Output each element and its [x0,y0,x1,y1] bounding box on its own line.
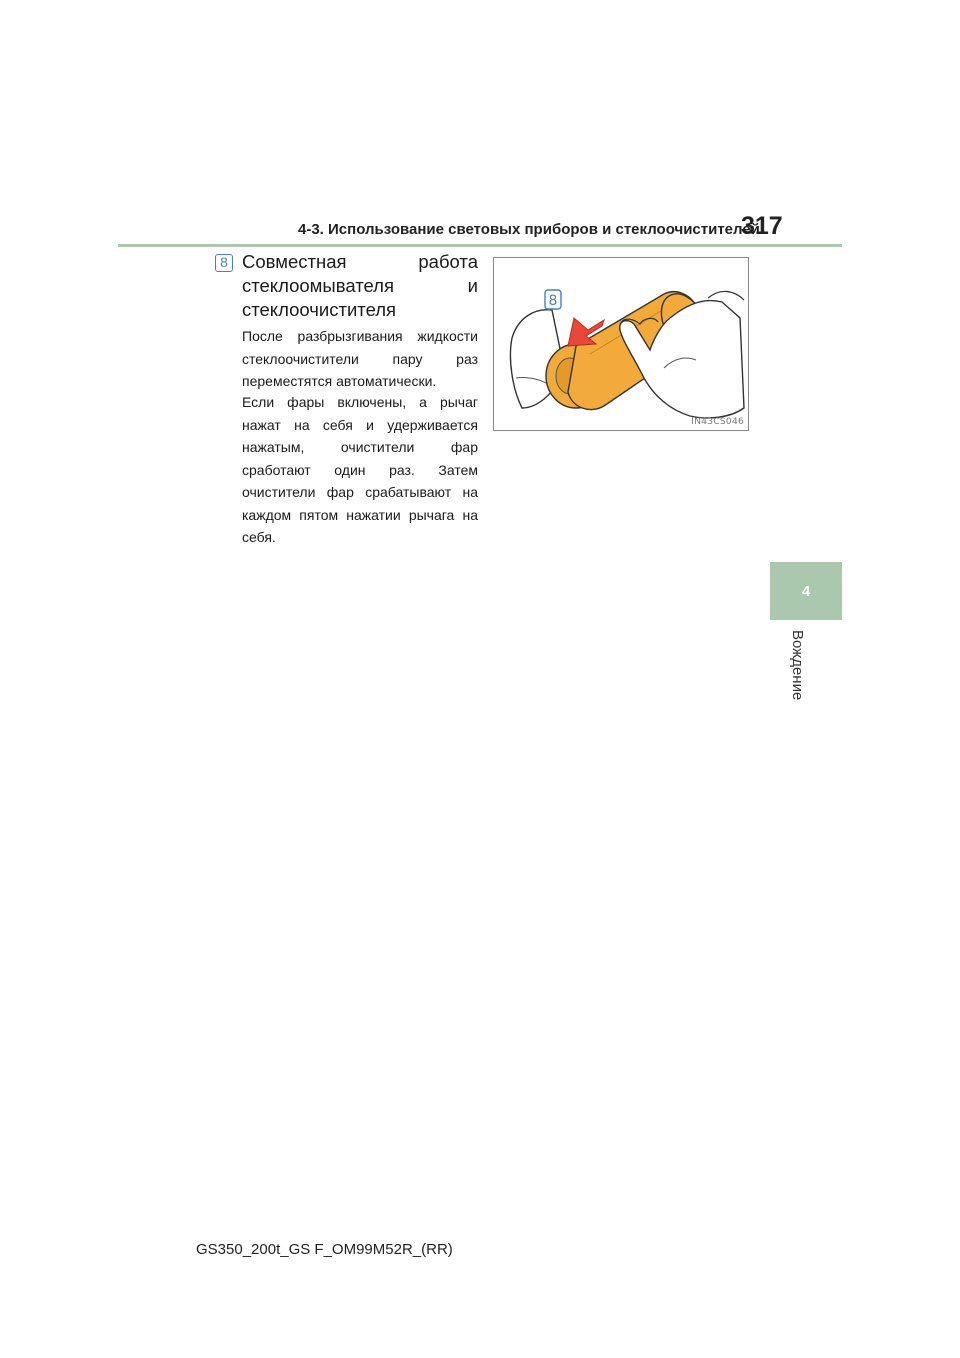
figure-code: IN43CS046 [691,417,744,427]
body-paragraph-2: Если фары включены, а рычаг нажат на себя и удерживается нажатым, очистители фар сработают один раз. Затем очистители фар срабатывают на каждом пятом нажатии рычага на себя. [242,394,478,545]
footer-document-id: GS350_200t_GS F_OM99M52R_(RR) [196,1241,453,1258]
header-divider [118,244,842,247]
item-heading [242,250,478,322]
heading-word: стеклоомывателя [242,275,394,296]
chapter-tab[interactable] [770,562,842,620]
page-number: 317 [741,212,783,240]
heading-word: Совместная [242,251,347,272]
heading-line-3 [242,298,478,322]
lever-drawing [494,258,748,430]
item-marker: 8 [215,254,233,272]
heading-word: стеклоочистителя [242,299,397,320]
wrist-line [708,291,744,300]
chapter-number: 4 [801,582,811,600]
body-paragraph-1: После разбрызгивания жидкости стеклоочистители пару раз переместятся автоматически. [242,328,478,389]
chapter-label: Вождение [789,630,806,701]
heading-line-2 [242,274,478,298]
heading-word: работа [418,251,478,272]
callout-marker: 8 [548,293,558,309]
lever-illustration [493,257,749,431]
heading-word: и [467,275,478,296]
section-title: 4-3. Использование световых приборов и стеклоочистителей [298,221,760,238]
heading-line-1 [242,250,478,274]
